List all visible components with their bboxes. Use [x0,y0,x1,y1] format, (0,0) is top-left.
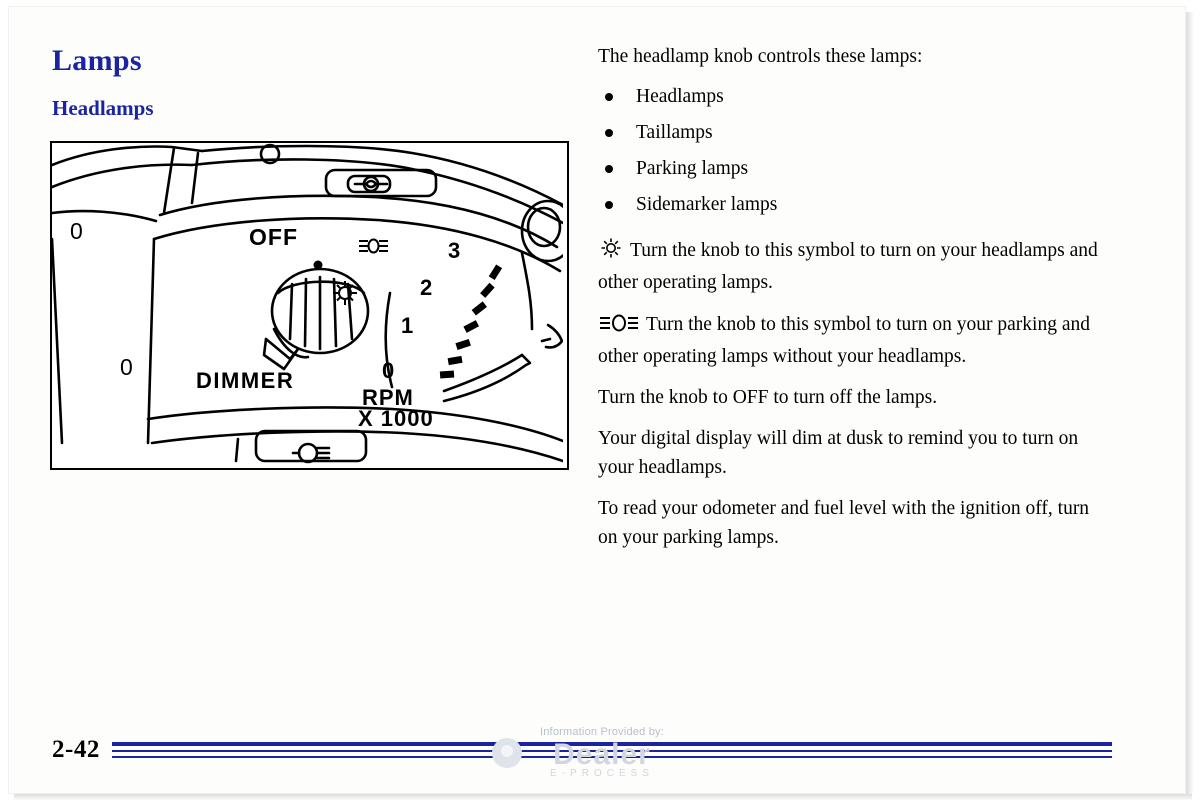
watermark-top-line: Information Provided by: [539,726,665,738]
svg-text:0: 0 [382,358,395,383]
watermark-brand: Dealer [553,738,651,771]
footer-rule [112,742,1112,760]
parking-lamp-symbol [359,240,388,253]
list-item-label: Taillamps [636,122,713,143]
bullet-icon [605,129,613,137]
list-item [598,115,1098,151]
page-edge-shadow-right [1186,12,1194,794]
headlamp-symbol [333,281,357,305]
parking-lamp-symbol-paragraph [598,310,1098,371]
svg-text:1: 1 [401,313,414,338]
paragraph-text: Turn the knob to this symbol to turn on your parking and other operating lamps without your headlamps. [598,314,1090,367]
paragraph-text: Turn the knob to this symbol to turn on your headlamps and other operating lamps. [598,240,1098,293]
watermark-globe-icon [492,738,522,768]
odometer-paragraph: To read your odometer and fuel level with the ignition off, turn on your parking lamps. [598,498,1090,548]
instrument-panel-figure [50,141,569,470]
svg-text:3: 3 [448,238,461,263]
footer-rule-line-3 [112,756,1112,758]
body-column [598,44,1098,552]
list-item-label: Sidemarker lamps [636,194,778,215]
bullet-icon [605,93,613,101]
bullet-icon [605,165,613,173]
parking-lamp-symbol [598,313,640,342]
svg-text:DIMMER: DIMMER [196,368,295,393]
svg-text:OFF: OFF [249,224,298,250]
list-item-label: Parking lamps [636,158,749,179]
page-edge-shadow-bottom [14,794,1192,801]
list-item [598,151,1098,187]
page-number: 2-42 [52,736,100,763]
svg-text:0: 0 [120,354,133,380]
dim-display-paragraph: Your digital display will dim at dusk to remind you to turn on your headlamps. [598,428,1079,478]
watermark-subtitle: E-PROCESS [550,768,654,779]
svg-text:RPM: RPM [362,385,414,410]
lamp-list [598,79,1098,223]
intro-paragraph: The headlamp knob controls these lamps: [598,46,923,67]
list-item-label: Headlamps [636,86,724,107]
footer-rule-line-1 [112,742,1112,746]
headlamp-symbol-paragraph [598,236,1098,297]
headlamp-symbol [598,237,624,268]
footer-rule-line-2 [112,750,1112,752]
svg-text:2: 2 [420,275,433,300]
instrument-panel-illustration [52,143,563,464]
svg-text:0: 0 [70,218,83,244]
bullet-icon [605,201,613,209]
list-item [598,187,1098,223]
section-heading: Headlamps [52,96,154,120]
svg-text:X 1000: X 1000 [358,406,434,431]
off-paragraph: Turn the knob to OFF to turn off the lamps. [598,387,938,408]
page-title: Lamps [52,44,142,77]
list-item [598,79,1098,115]
